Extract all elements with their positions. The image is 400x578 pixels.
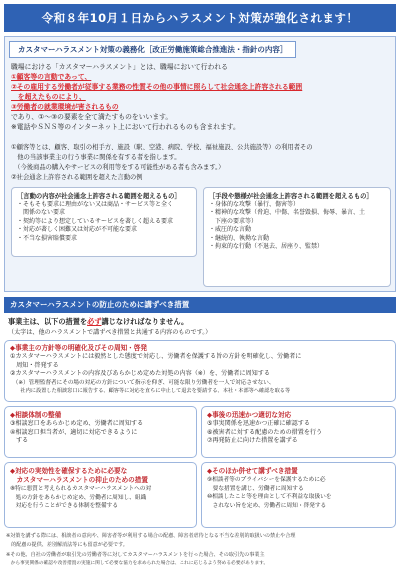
other-measures-card (201, 462, 396, 528)
footnote: ※その他、自社の労働者が取引先の労働者等に対してカスタマーハラスメントを行った場合、その取引先の事業主 (6, 552, 265, 558)
consult-item: する (10, 437, 29, 445)
consult-card-title: ◆相談体制の整備 (10, 411, 62, 419)
policy-item: 社内に設置した相談窓口に報告する、顧客等に対応を直ちに中止して退去を要請する、本社・本部等へ確認を取る等 (10, 388, 291, 395)
content-example: ・対応が著しく困難又は対応が不可能な要求 (17, 226, 138, 234)
requirement-1: ①顧客等の言動であって、 (11, 73, 92, 81)
consult-card (4, 406, 197, 458)
footnote: から事実関係の確認や改善措置の実施に関して必要な協力を求められた場合は、これに応じるよう努める必要があります。 (6, 561, 269, 566)
policy-item: （※）管理監督者にその場の対応の方針について指示を仰ぎ、可能な限り労働者を一人で対応させない、 (10, 379, 275, 386)
other-measures-item: ⑨相談者等のプライバシーを保護するために必 (207, 477, 326, 483)
footnote: ※対策を講ずる際には、相談者の意向や、障害者等が利用する場合の配慮、障害者虐待となる不当な差別的取扱いの禁止や合理 (6, 533, 296, 539)
section-customer-harassment-definition (4, 36, 396, 292)
manner-example: ・精神的な攻撃（脅迫、中傷、名誉毀損、侮辱、暴言、土 (209, 209, 366, 217)
prevention-card-title-cont: カスタマーハラスメントの抑止のための措置 (10, 476, 148, 484)
requirement-3: ③労働者の就業環境が害されるもの (11, 103, 119, 111)
other-measures-item: されない旨を定め、労働者に周知・啓発する (207, 502, 327, 509)
customer-definition-line: ①顧客等とは、顧客、取引の相手方、施設（駅、空港、病院、学校、福祉施設、公共施設等）の利用者その (11, 144, 313, 151)
policy-item: ②カスタマーハラスメントの内容及びあらかじめ定めた対処の内容（※）を、労働者に周知する (10, 370, 270, 378)
examples-heading: ②社会通念上許容される範囲を超えた言動の例 (11, 174, 143, 181)
content-example: 関係のない要求 (17, 209, 66, 217)
page-title: 令和８年10月１日からハラスメント対策が強化されます！ (4, 4, 396, 32)
other-measures-item: ⑩相談したこと等を理由として不利益な取扱いを (207, 494, 332, 501)
prevention-card (4, 462, 197, 528)
manner-examples-title: ［手段や態様が社会通念上許容される範囲を超えるもの］ (209, 193, 373, 200)
prevention-item: ⑧特に悪質と考えられるカスタマーハラスメントへの対 (10, 486, 152, 492)
content-example: ・契約等により想定しているサービスを著しく超える要求 (17, 217, 174, 225)
manner-example: ・威圧的な言動 (209, 226, 252, 234)
manner-example: ・身体的な攻撃（暴行、傷害等） (209, 201, 300, 208)
response-item: ⑥被害者に対する配慮のための措置を行う (207, 428, 323, 436)
response-item: ⑦再発防止に向けた措置を講ずる (207, 437, 298, 445)
manner-example: ・拘束的な行動（不退去、居座り、監禁） (209, 243, 324, 251)
response-card-title: ◆事後の迅速かつ適切な対応 (207, 411, 292, 419)
customer-definition-line: 他の当該事業主の行う事業に関係を有する者を指します。 (11, 154, 181, 161)
content-example: ・そもそも要求に理由がない又は商品・サービス等と全く (17, 201, 174, 208)
content-example: ・不当な損害賠償要求 (17, 234, 78, 242)
policy-item: 周知・啓発する (10, 361, 59, 369)
manner-example: 下座の要求等） (209, 217, 258, 225)
manner-examples-box (203, 187, 391, 287)
section-header: カスタマーハラスメント対策の義務化［改正労働施策総合推進法・指針の内容］ (9, 41, 296, 58)
measures-intro-pre: 事業主は、以下の措置を (8, 317, 88, 326)
internet-note: ※電話やＳＮＳ等のインターネット上において行われるものも含まれます。 (11, 123, 240, 131)
prevention-card-title: ◆対応の実効性を確保するために必要な (10, 467, 128, 475)
measures-intro (8, 317, 188, 327)
content-examples-title: ［言動の内容が社会通念上許容される範囲を超えるもの］ (17, 193, 181, 200)
manner-example: ・継続的、執拗な言動 (209, 234, 270, 242)
requirement-2-cont: を超えたものにより、 (11, 93, 86, 101)
content-examples-box (11, 187, 197, 257)
measures-note: （太字は、他のハラスメントで講ずべき措置と共通する内容のものです。） (8, 329, 212, 336)
intro-text: 職場における「カスタマーハラスメント」とは、職場において行われる (11, 63, 228, 71)
policy-item: ①カスタマーハラスメントには毅然とした態度で対応し、労働者を保護する旨の方針を明確化し、労働者に (10, 353, 302, 360)
other-measures-item: 要な措置を講じ、労働者に周知する (207, 485, 304, 492)
section-measures-header: カスタマーハラスメントの防止のために講ずべき措置 (4, 297, 396, 313)
measures-intro-post: 講じなければなりません。 (101, 317, 189, 326)
footnote: 的配慮の提供、差別解消法等にも留意が必要です。 (6, 542, 128, 548)
customer-definition-line: （今後商品の購入やサービスの利用等をする可能性がある者も含みます。） (11, 164, 225, 171)
policy-card-title: ◆事業主の方針等の明確化及びその周知・啓発 (10, 344, 147, 352)
consult-item: ③相談窓口をあらかじめ定め、労働者に周知する (10, 420, 144, 427)
prevention-item: 対応を行うことができる体制を整備する (10, 503, 119, 510)
consult-item: ④相談窓口担当者が、適切に対応できるように (10, 428, 138, 436)
other-measures-title: ◆そのほか併せて講ずべき措置 (207, 467, 298, 475)
response-item: ⑤事実関係を迅速かつ正確に確認する (207, 420, 310, 427)
policy-card (4, 340, 396, 402)
requirement-2: ②その雇用する労働者が従事する業務の性質その他の事情に照らして社会通念上許容される範囲 (11, 83, 303, 91)
measures-intro-emphasis: 必ず (87, 317, 102, 326)
requirement-summary: であり、①～③の要素を全て満たすものをいいます。 (11, 113, 173, 121)
prevention-item: 処の方針をあらかじめ定め、労働者に周知し、組織 (10, 494, 147, 501)
response-card (201, 406, 396, 458)
